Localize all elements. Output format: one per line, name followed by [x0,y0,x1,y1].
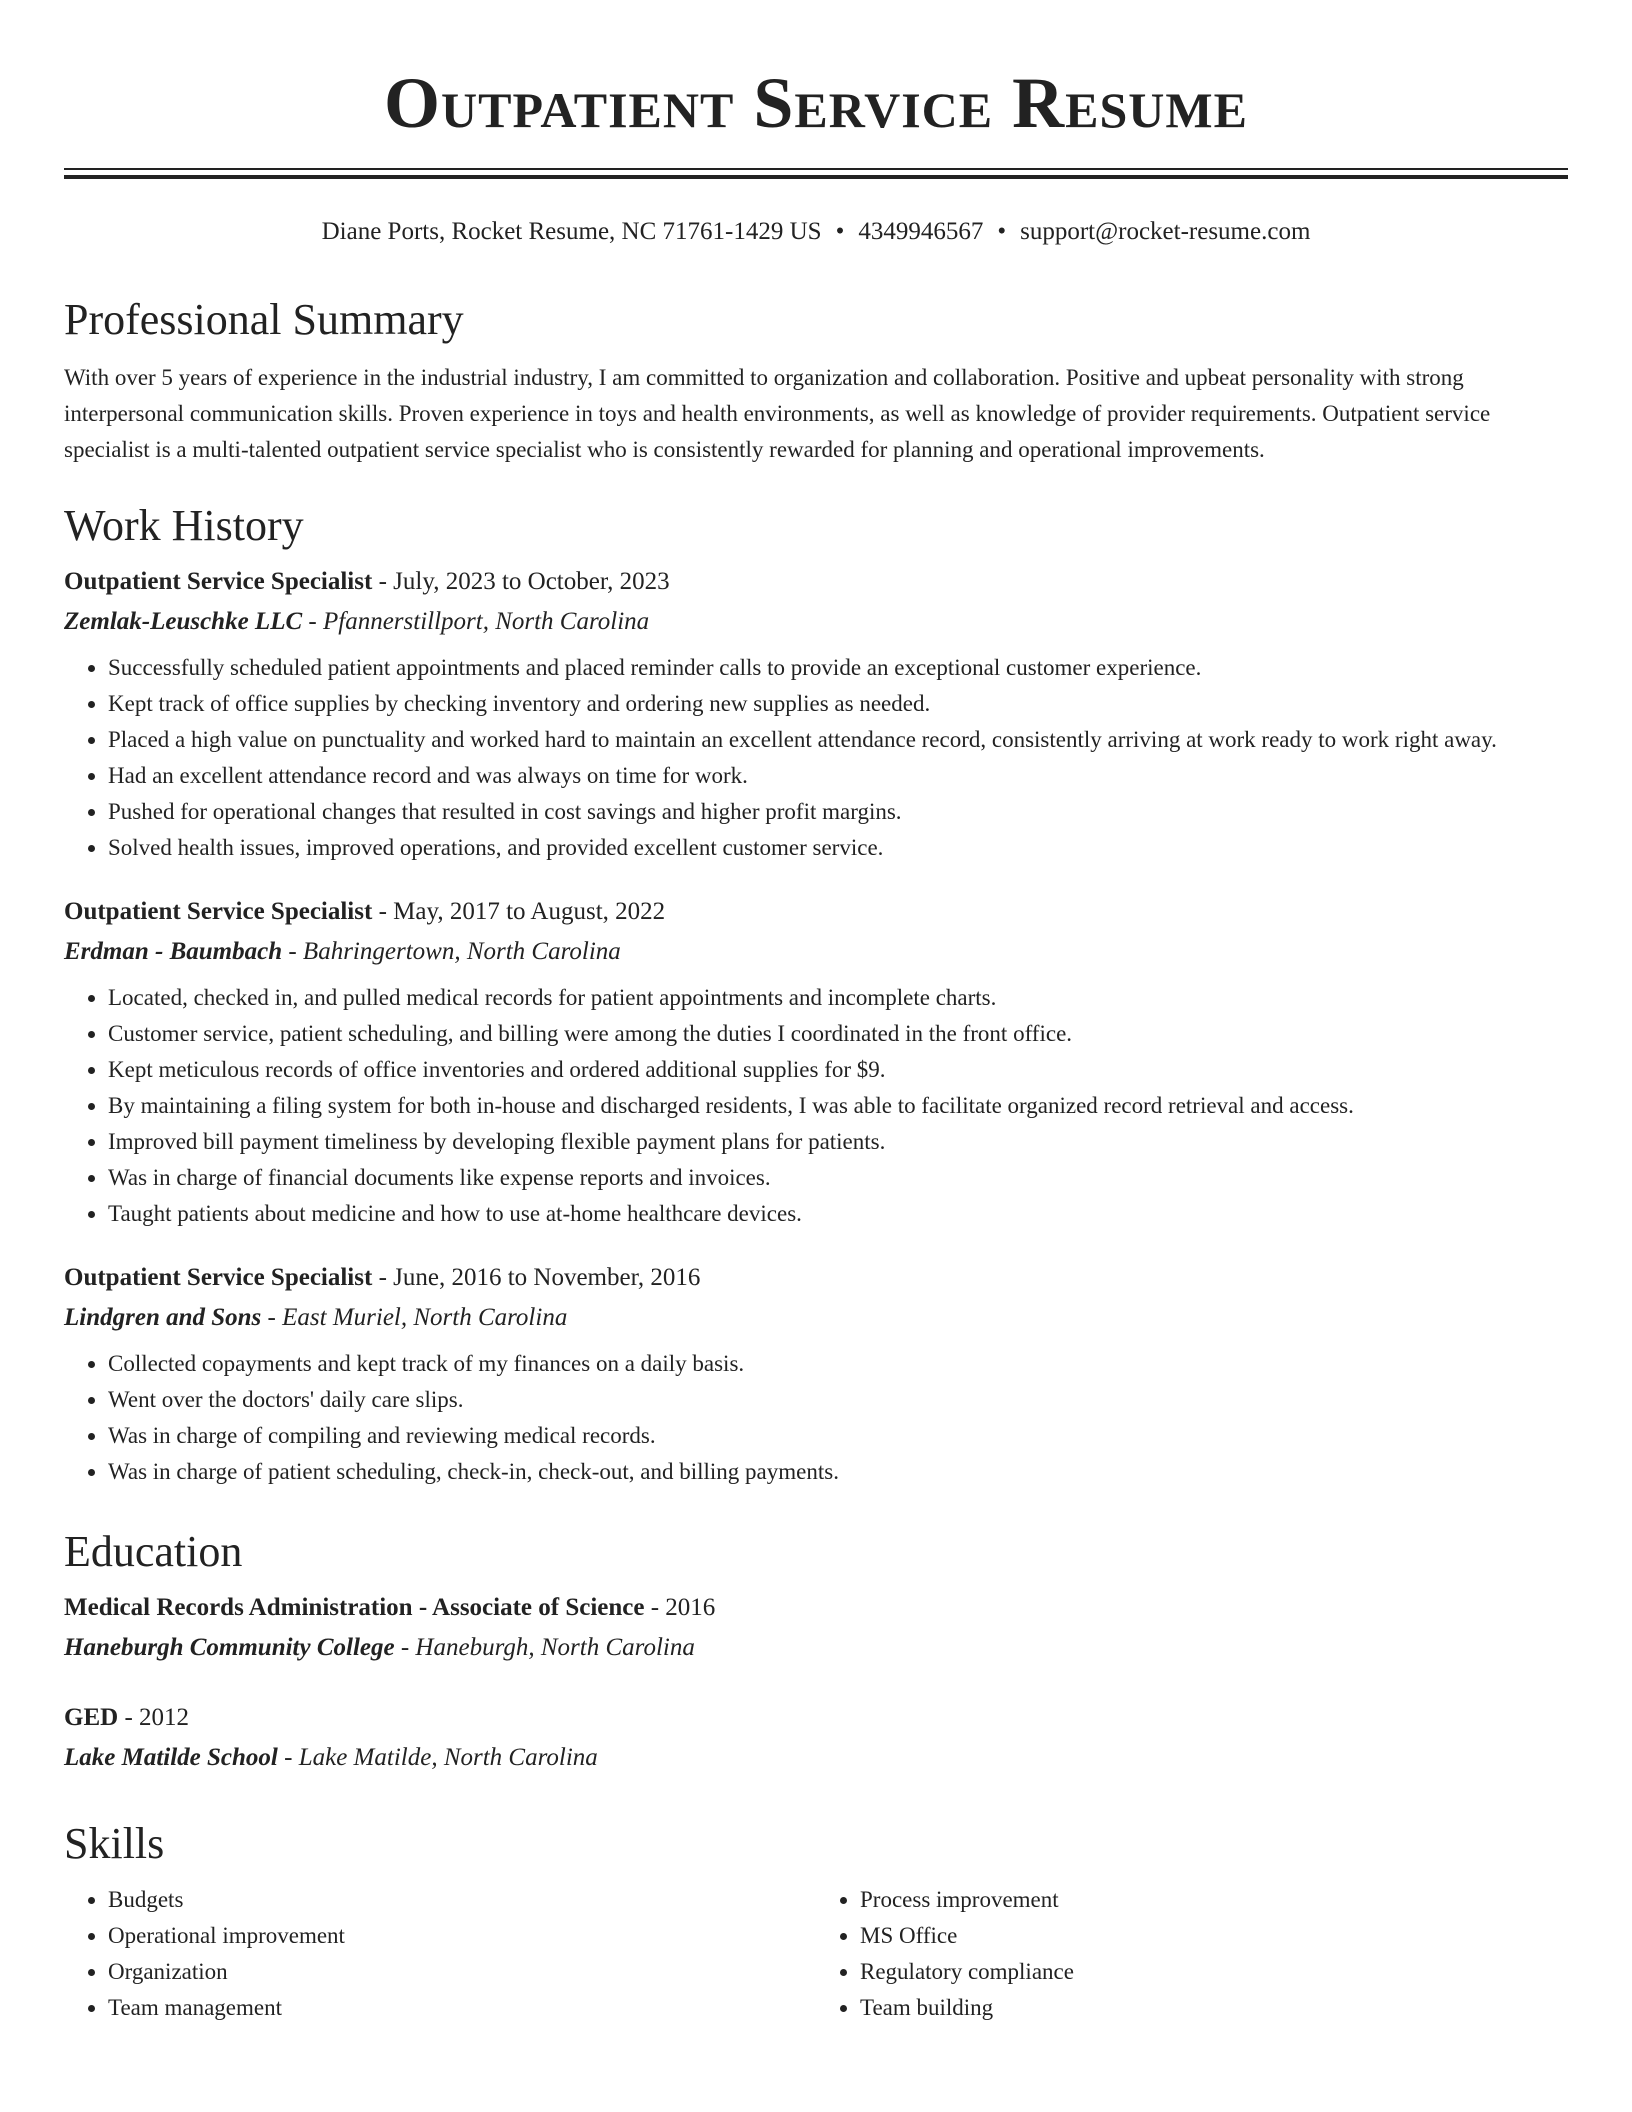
skills-columns [64,1880,1568,2026]
job-bullets [64,650,1568,866]
job-title-line [64,562,1568,602]
job-location: - East Muriel, North Carolina [261,1304,568,1331]
contact-separator: • [997,218,1007,245]
job-company-line [64,1298,1568,1338]
job-company-line [64,932,1568,972]
list-item: • Had an excellent attendance record and was always on time for work. [108,758,1568,794]
title-divider-thin [64,168,1568,170]
list-item: • Taught patients about medicine and how to use at-home healthcare devices. [108,1196,1568,1232]
degree-line [64,1698,1568,1738]
job-entry [64,562,1568,866]
list-item: • Improved bill payment timeliness by developing flexible payment plans for patients. [108,1124,1568,1160]
school-line [64,1738,1568,1778]
job-entry [64,1258,1568,1490]
school-name: Lake Matilde School [64,1744,278,1771]
education-entry [64,1588,1568,1668]
job-location: - Bahringertown, North Carolina [282,938,621,965]
contact-separator: • [835,218,845,245]
job-company-line [64,602,1568,642]
work-history-section [64,490,1568,1490]
education-heading: Education [64,1527,243,1576]
degree-year: - 2016 [644,1594,716,1621]
job-title-line [64,892,1568,932]
list-item: • Kept meticulous records of office inventories and ordered additional supplies for $9. [108,1052,1568,1088]
list-item: • Budgets [108,1882,816,1918]
contact-address: Diane Ports, Rocket Resume, NC 71761-1429 US [321,218,822,245]
skills-section [64,1808,1568,2026]
contact-email: support@rocket-resume.com [1020,218,1311,245]
list-item: • Was in charge of patient scheduling, check-in, check-out, and billing payments. [108,1454,1568,1490]
list-item: • Was in charge of financial documents like expense reports and invoices. [108,1160,1568,1196]
job-company: Erdman - Baumbach [64,938,283,965]
list-item: • Located, checked in, and pulled medical records for patient appointments and incomplete charts. [108,980,1568,1016]
degree-year: - 2012 [118,1704,190,1731]
summary-heading: Professional Summary [64,295,464,344]
list-item: • Customer service, patient scheduling, and billing were among the duties I coordinated in the front office. [108,1016,1568,1052]
job-location: - Pfannerstillport, North Carolina [302,608,650,635]
job-bullets [64,1346,1568,1490]
job-company: Lindgren and Sons [64,1304,262,1331]
contact-phone: 4349946567 [858,218,984,245]
degree-name: Medical Records Administration - Associate of Science [64,1594,645,1621]
skills-heading: Skills [64,1819,165,1868]
list-item: • MS Office [860,1918,1568,1954]
list-item: • Successfully scheduled patient appointments and placed reminder calls to provide an exceptional customer experience. [108,650,1568,686]
job-dates: - June, 2016 to November, 2016 [372,1264,701,1291]
job-title: Outpatient Service Specialist [64,898,373,925]
list-item: • Operational improvement [108,1918,816,1954]
list-item: • By maintaining a filing system for both in-house and discharged residents, I was able to facilitate organized record retrieval and access. [108,1088,1568,1124]
job-title: Outpatient Service Specialist [64,568,373,595]
summary-section [64,284,1568,468]
job-title: Outpatient Service Specialist [64,1264,373,1291]
list-item: • Team building [860,1990,1568,2026]
education-section [64,1516,1568,1778]
list-item: • Solved health issues, improved operations, and provided excellent customer service. [108,830,1568,866]
skills-list-left [64,1882,816,2026]
school-location: - Haneburgh, North Carolina [394,1634,695,1661]
list-item: • Regulatory compliance [860,1954,1568,1990]
list-item: • Pushed for operational changes that resulted in cost savings and higher profit margins. [108,794,1568,830]
work-history-heading: Work History [64,501,304,550]
job-dates: - May, 2017 to August, 2022 [372,898,666,925]
resume-title: Outpatient Service Resume [384,63,1248,143]
summary-text: With over 5 years of experience in the industrial industry, I am committed to organization and collaboration. Positive and upbeat personality with strong interpersonal communication skills. Proven experience in toys and health environments, as well as knowledge of provider requirements. Outpatient service specialist is a multi-talented outpatient service specialist who is consistently rewarded for planning and operational improvements. [64,365,1491,462]
list-item: • Organization [108,1954,816,1990]
job-bullets [64,980,1568,1232]
school-line [64,1628,1568,1668]
job-company: Zemlak-Leuschke LLC [64,608,303,635]
list-item: • Was in charge of compiling and reviewing medical records. [108,1418,1568,1454]
school-name: Haneburgh Community College [64,1634,395,1661]
job-entry [64,892,1568,1232]
contact-line [0,216,1632,248]
job-dates: - July, 2023 to October, 2023 [372,568,670,595]
list-item: • Team management [108,1990,816,2026]
resume-content [64,284,1568,2026]
school-location: - Lake Matilde, North Carolina [277,1744,598,1771]
list-item: • Went over the doctors' daily care slips. [108,1382,1568,1418]
degree-line [64,1588,1568,1628]
degree-name: GED [64,1704,119,1731]
education-entry [64,1698,1568,1778]
list-item: • Placed a high value on punctuality and worked hard to maintain an excellent attendance record, consistently arriving at work ready to work right away. [108,722,1568,758]
title-divider-thick [64,175,1568,179]
skills-list-right [816,1882,1568,2026]
job-title-line [64,1258,1568,1298]
list-item: • Kept track of office supplies by checking inventory and ordering new supplies as needed. [108,686,1568,722]
list-item: • Collected copayments and kept track of my finances on a daily basis. [108,1346,1568,1382]
list-item: • Process improvement [860,1882,1568,1918]
